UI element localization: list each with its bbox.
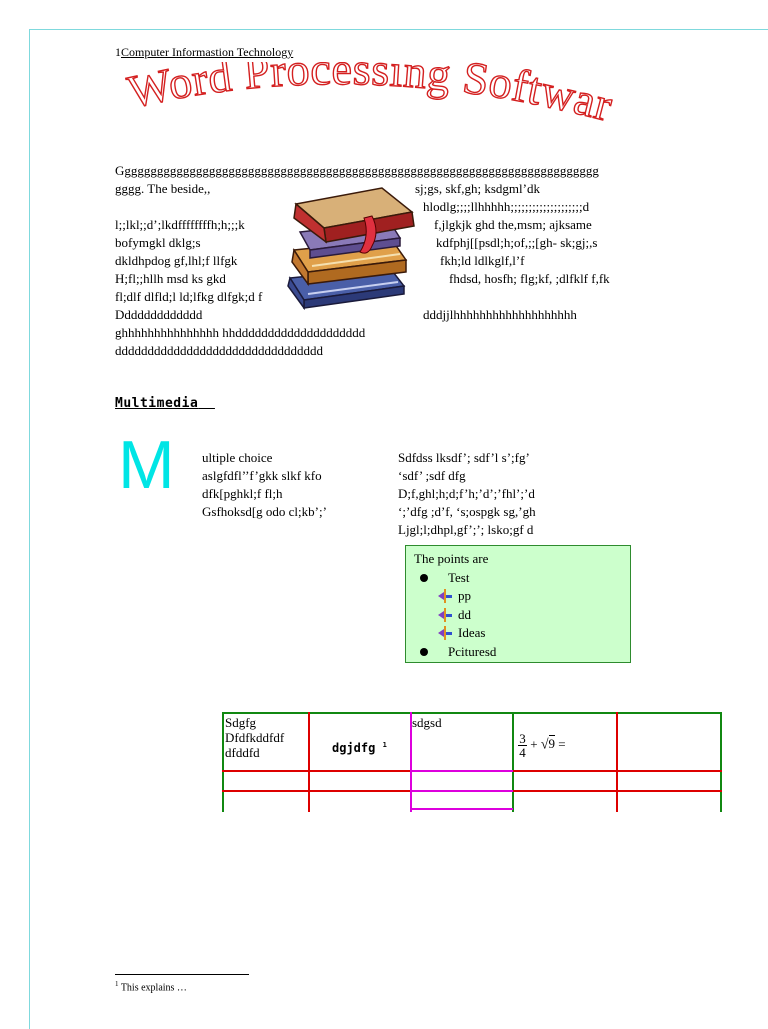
header-title: Computer Informastion Technology [121,45,294,59]
mm-col1-2: aslgfdfl’’f’gkk slkf kfo [202,468,322,483]
page-header [115,45,293,60]
point-item-test [414,569,622,588]
footnote-mark: 1 [115,980,119,988]
bullet-dot-icon [420,574,428,582]
point-label: Pcituresd [448,643,497,659]
points-box [405,545,631,663]
wordart-text: Word Processing Softwar [123,62,618,131]
subpoint-dd [438,606,622,625]
mm-col2-5: Ljgl;l;dhpl,gf’;’; lsko;gf d [398,522,534,537]
table-cell-3: sdgsd [412,715,442,730]
bullet-dot-icon [420,648,428,656]
svg-text:Word Processing Software [120,62,618,131]
plus-sign: + [530,736,538,752]
header-number: 1 [115,45,121,59]
intro-left-5: dkldhpdog gf,lhl;f llfgk [115,253,238,268]
mm-col2-4: ‘;’dfg ;d’f, ‘s;ospgk sg,’gh [398,504,536,519]
intro-right-2: hlodlg;;;;llhhhhh;;;;;;;;;;;;;;;;;;;;d [423,199,590,214]
mm-col1-4: Gsfhoksd[g odo cl;kb’;’ [202,504,327,519]
fraction-numerator: 3 [519,731,526,746]
intro-right-6: fhdsd, hosfh; flg;kf, ;dlfklf f,fk [449,271,610,286]
equals-sign: = [558,736,566,752]
intro-line-g: ghhhhhhhhhhhhhhh hhdddddddddddddddddddd [115,325,366,340]
dropcap-letter: M [118,427,175,503]
footnote-ref: 1 [382,741,387,749]
point-label: Test [448,569,470,585]
table-cell-2 [332,738,387,756]
intro-left-6: H;fl;;hllh msd ks gkd [115,271,226,286]
mm-col2-2: ‘sdf’ ;sdf dfg [398,468,466,483]
subpoint-label: pp [458,588,471,603]
arrow-bullet-icon [438,626,452,640]
table-cell-1 [225,715,284,760]
intro-right-3: f,jlgkjk ghd the,msm; ajksame [434,217,592,232]
radicand: 9 [548,736,556,752]
mm-col2-1: Sdfdss lksdf’; sdf’l s’;fg’ [398,450,530,465]
footnote-text: This explains … [120,982,187,994]
cell-line: dfddfd [225,745,260,760]
intro-left-1: gggg. The beside,, [115,181,211,196]
subpoint-ideas [438,624,622,643]
cell-text: dgjdfg [332,741,376,755]
subpoint-label: dd [458,606,471,622]
data-table [222,712,724,812]
cell-line: Sdgfg [225,715,257,730]
intro-line-d: dddddddddddddddddddddddddddddddd [115,343,323,358]
intro-right-4: kdfphj[[psdl;h;of,;;[gh- sk;gj;,s [436,235,598,250]
mm-col2-3: D;f,ghl;h;d;f’h;’d’;’fhl’;’d [398,486,535,501]
fraction-denominator: 4 [519,745,526,760]
wordart-title [120,62,620,139]
points-title: The points are [414,551,489,566]
arrow-bullet-icon [438,608,452,622]
intro-left-3: l;;lkl;;d’;lkdffffffffh;h;;;k [115,217,245,232]
arrow-bullet-icon [438,589,452,603]
point-item-pcituresd [414,643,622,662]
subpoint-label: Ideas [458,625,486,640]
formula: $\frac{3}{4}$ + √9 = [519,731,566,760]
multimedia-heading: Multimedia [115,396,199,411]
intro-left-7: fl;dlf dlfld;l ld;lfkg dlfgk;d f [115,289,263,304]
mm-col1-3: dfk[pghkl;f fl;h [202,486,283,501]
intro-left-8: Ddddddddddddd [115,307,203,322]
footnote-separator [115,974,249,975]
mm-col1-1: ultiple choice [202,450,273,465]
intro-right-7: dddjjlhhhhhhhhhhhhhhhhhhh [423,307,577,322]
footnote [115,980,187,993]
intro-right-1: sj;gs, skf,gh; ksdgml’dk [415,181,540,196]
intro-right-5: fkh;ld ldlkglf,l’f [440,253,525,268]
subpoint-pp [438,587,622,606]
cell-line: Dfdfkddfdf [225,730,285,745]
intro-line1: Gggggggggggggggggggggggggggggggggggggggggggggggggggggggggggggggggggggggggg [115,163,599,178]
intro-left-4: bofymgkl dklg;s [115,235,201,250]
books-clipart [272,182,422,315]
